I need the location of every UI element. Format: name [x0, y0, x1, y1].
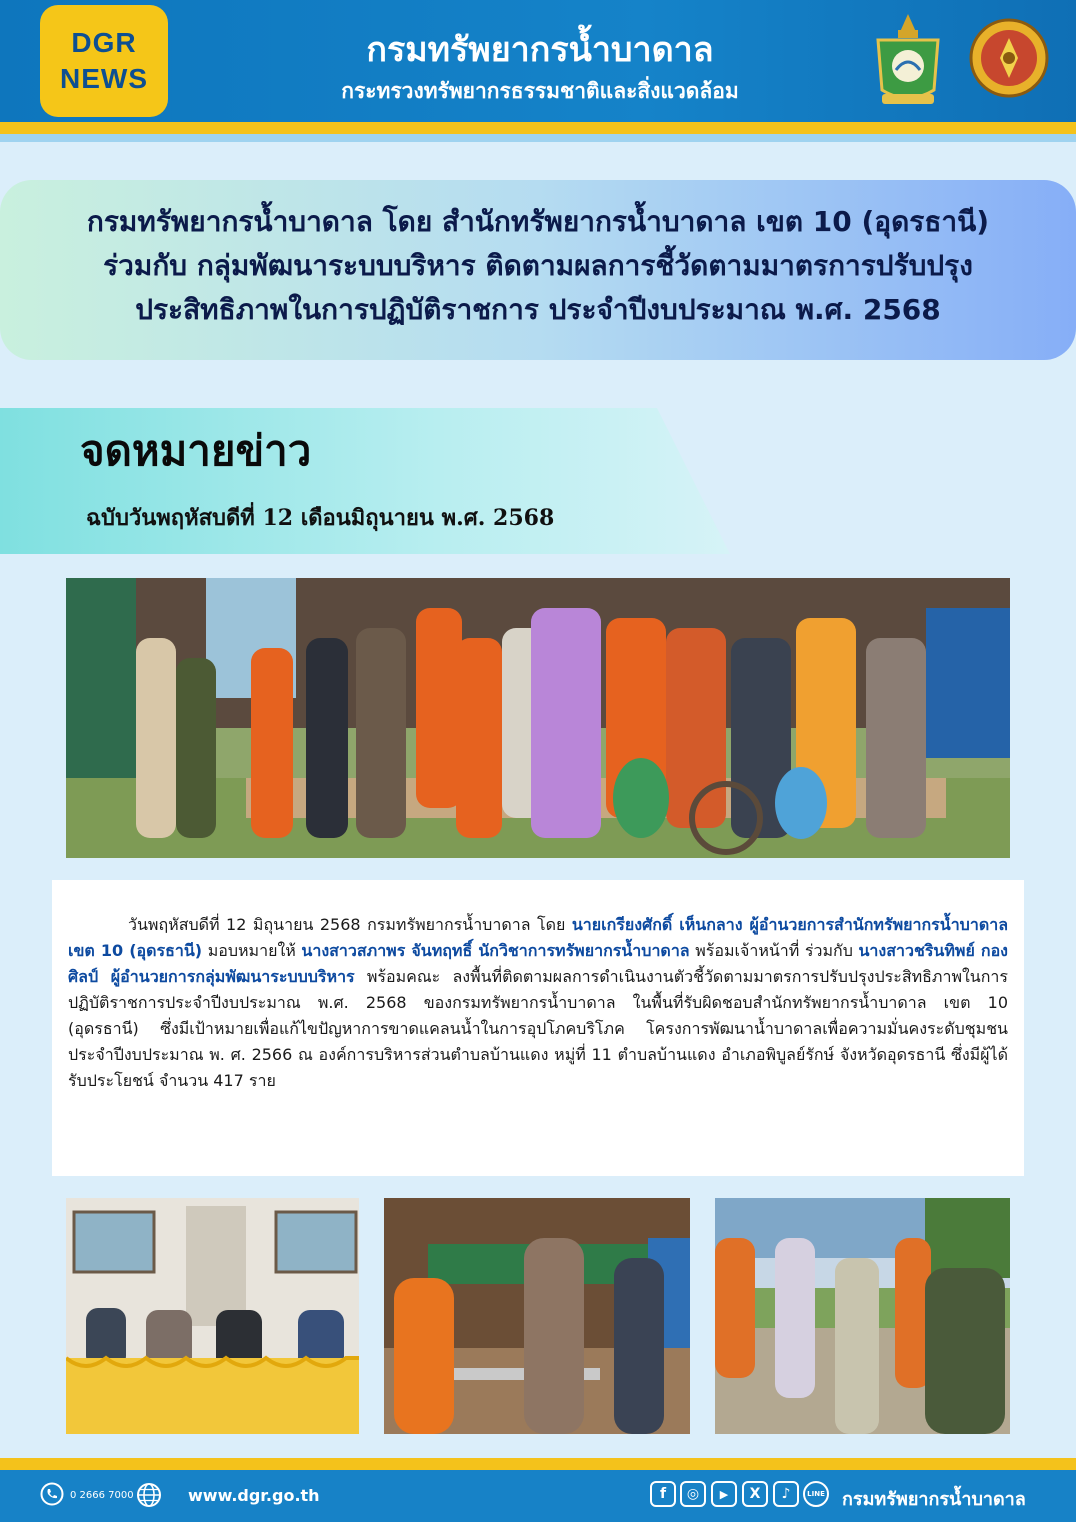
headline-line-2: ร่วมกับ กลุ่มพัฒนาระบบบริหาร ติดตามผลการชี้วัดตามมาตรการปรับปรุง	[103, 249, 973, 282]
dgr-news-badge	[40, 5, 168, 117]
org-subtitle: กระทรวงทรัพยากรธรรมชาติและสิ่งแวดล้อม	[341, 79, 739, 103]
article-highlight-1: นายเกรียงศักดิ์ เห็นกลาง ผู้อำนวยการสำนักทรัพยากรน้ำบาดาล เขต 10 (อุดรธานี)	[68, 915, 1008, 960]
ministry-seal-icon	[868, 10, 948, 110]
header-stripe	[0, 122, 1076, 134]
water-station-photo	[384, 1198, 690, 1434]
footer-website-link[interactable]: www.dgr.go.th	[188, 1486, 320, 1505]
article-text-3: พร้อมเจ้าหน้าที่ ร่วมกับ	[689, 941, 859, 960]
instagram-icon[interactable]: ◎	[680, 1481, 706, 1507]
group-photo	[66, 578, 1010, 858]
org-title: กรมทรัพยากรน้ำบาดาล	[366, 30, 714, 70]
footer-phone: 0 2666 7000	[70, 1490, 134, 1501]
phone-icon	[40, 1482, 64, 1506]
section-title: จดหมายข่าว	[80, 426, 312, 475]
meeting-photo	[66, 1198, 359, 1434]
tiktok-icon[interactable]: ♪	[773, 1481, 799, 1507]
line-icon[interactable]: LINE	[803, 1481, 829, 1507]
site-visit-photo	[715, 1198, 1010, 1434]
footer-stripe	[0, 1458, 1076, 1470]
department-seal-icon	[968, 12, 1050, 104]
youtube-icon[interactable]: ▶	[711, 1481, 737, 1507]
headline-line-1: กรมทรัพยากรน้ำบาดาล โดย สำนักทรัพยากรน้ำบาดาล เขต 10 (อุดรธานี)	[86, 205, 990, 238]
x-twitter-icon[interactable]: X	[742, 1481, 768, 1507]
article-paragraph	[68, 912, 1008, 1094]
article-text-2: มอบหมายให้	[202, 941, 302, 960]
badge-line-1: DGR	[71, 27, 137, 58]
article-highlight-2: นางสาวสภาพร จันทฤทธิ์ นักวิชาการทรัพยากรน้ำบาดาล	[301, 941, 690, 960]
issue-date: ฉบับวันพฤหัสบดีที่ 12 เดือนมิถุนายน พ.ศ. 2568	[86, 505, 555, 531]
headline	[20, 200, 1056, 332]
article-text-4: พร้อมคณะ ลงพื้นที่ติดตามผลการดำเนินงานตัวชี้วัดตามมาตรการปรับปรุงประสิทธิภาพในการปฏิบัติราชการประจำปีงบประมาณ พ.ศ. 2568 ของกรมทรัพยากรน้ำบาดาล ในพื้นที่รับผิดชอบสำนักทรัพยากรน้ำบาดาล เขต 10 (อุดรธานี) ซึ่งมีเป้าหมายเพื่อแก้ไขปัญหาการขาดแคลนน้ำในการอุปโภคบริโภค โครงการพัฒนาน้ำบาดาลเพื่อความมั่นคงระดับชุมชน ประจำปีงบประมาณ พ. ศ. 2566 ณ องค์การบริหารส่วนตำบลบ้านแดง หมู่ที่ 11 ตำบลบ้านแดง อำเภอพิบูลย์รักษ์ จังหวัดอุดรธานี ซึ่งมีผู้ได้รับประโยชน์ จำนวน 417 ราย	[68, 967, 1008, 1090]
headline-line-3: ประสิทธิภาพในการปฏิบัติราชการ ประจำปีงบประมาณ พ.ศ. 2568	[135, 293, 941, 326]
badge-line-2: NEWS	[60, 63, 148, 94]
footer-org-name: กรมทรัพยากรน้ำบาดาล	[842, 1489, 1026, 1510]
article-highlight-3: นางสาวชรินทิพย์ กองศิลป์ ผู้อำนวยการกลุ่มพัฒนาระบบบริหาร	[68, 941, 1008, 986]
header-stripe-light	[0, 134, 1076, 142]
globe-icon	[136, 1482, 162, 1508]
article-text-1: วันพฤหัสบดีที่ 12 มิถุนายน 2568 กรมทรัพยากรน้ำบาดาล โดย	[128, 915, 572, 934]
facebook-icon[interactable]: f	[650, 1481, 676, 1507]
